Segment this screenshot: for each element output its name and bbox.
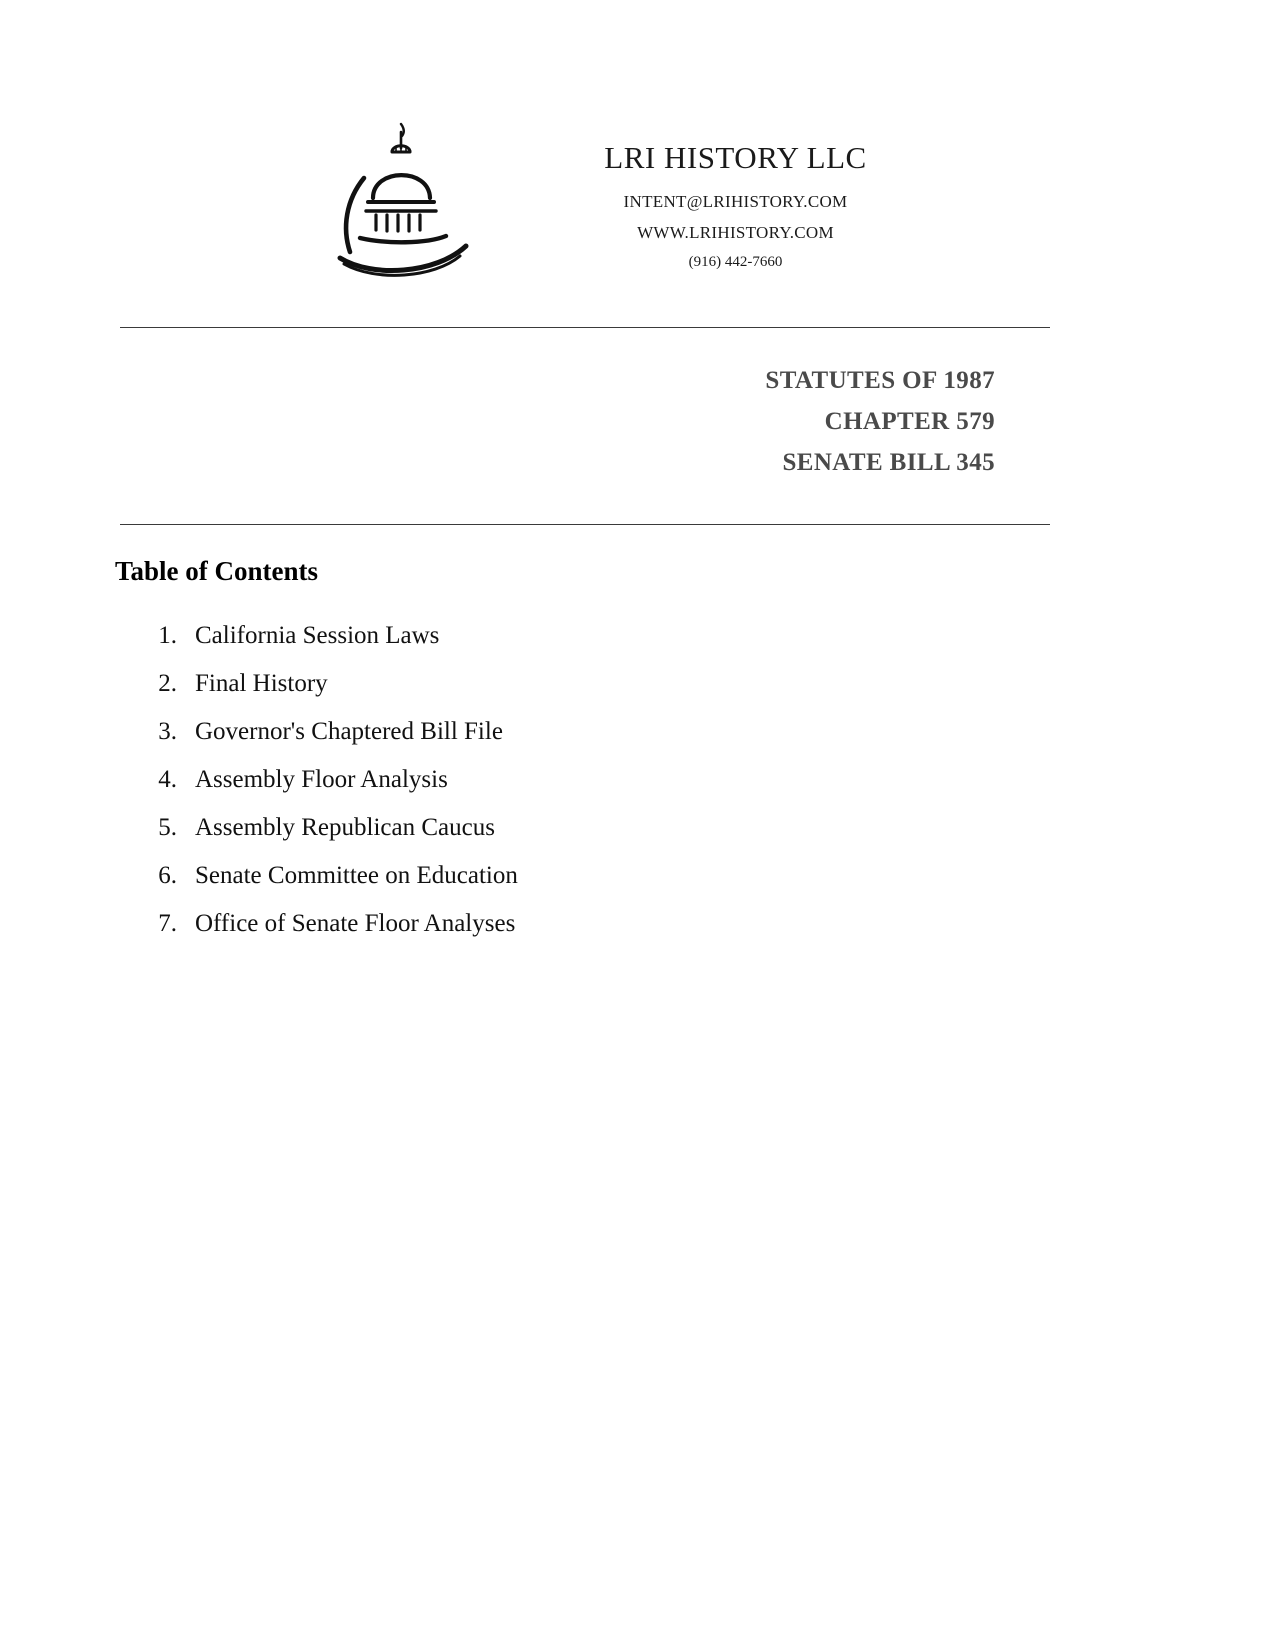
list-item <box>135 708 935 756</box>
company-website: WWW.LRIHISTORY.COM <box>637 223 834 242</box>
list-item <box>135 900 935 948</box>
divider-bottom <box>120 524 1050 525</box>
list-item-number: 4. <box>158 766 177 793</box>
list-item-number: 2. <box>158 670 177 697</box>
list-item-number: 6. <box>158 862 177 889</box>
list-item-number: 3. <box>158 718 177 745</box>
list-item-number: 5. <box>158 814 177 841</box>
table-of-contents-heading: Table of Contents <box>115 556 319 586</box>
bill-line: SENATE BILL 345 <box>782 449 995 476</box>
list-item-label: Assembly Republican Caucus <box>195 814 495 841</box>
document-title-block <box>120 360 995 483</box>
list-item <box>135 660 935 708</box>
list-item-label: Governor's Chaptered Bill File <box>195 718 503 745</box>
list-item-label: Senate Committee on Education <box>195 862 518 889</box>
divider-top <box>120 327 1050 328</box>
list-item <box>135 756 935 804</box>
list-item <box>135 612 935 660</box>
list-item-number: 7. <box>158 910 177 937</box>
brand-block <box>521 118 951 271</box>
table-of-contents-list <box>135 612 935 948</box>
list-item-label: Office of Senate Floor Analyses <box>195 910 516 937</box>
letterhead <box>0 118 1276 283</box>
list-item <box>135 852 935 900</box>
statutes-line: STATUTES OF 1987 <box>765 367 995 394</box>
capitol-dome-icon <box>326 118 476 283</box>
company-email: INTENT@LRIHISTORY.COM <box>623 192 848 211</box>
company-name: LRI HISTORY LLC <box>604 140 867 175</box>
list-item-number: 1. <box>158 622 177 649</box>
company-phone: (916) 442-7660 <box>688 254 783 270</box>
list-item-label: California Session Laws <box>195 622 440 649</box>
list-item-label: Final History <box>195 670 328 697</box>
chapter-line: CHAPTER 579 <box>824 408 995 435</box>
list-item-label: Assembly Floor Analysis <box>195 766 448 793</box>
list-item <box>135 804 935 852</box>
